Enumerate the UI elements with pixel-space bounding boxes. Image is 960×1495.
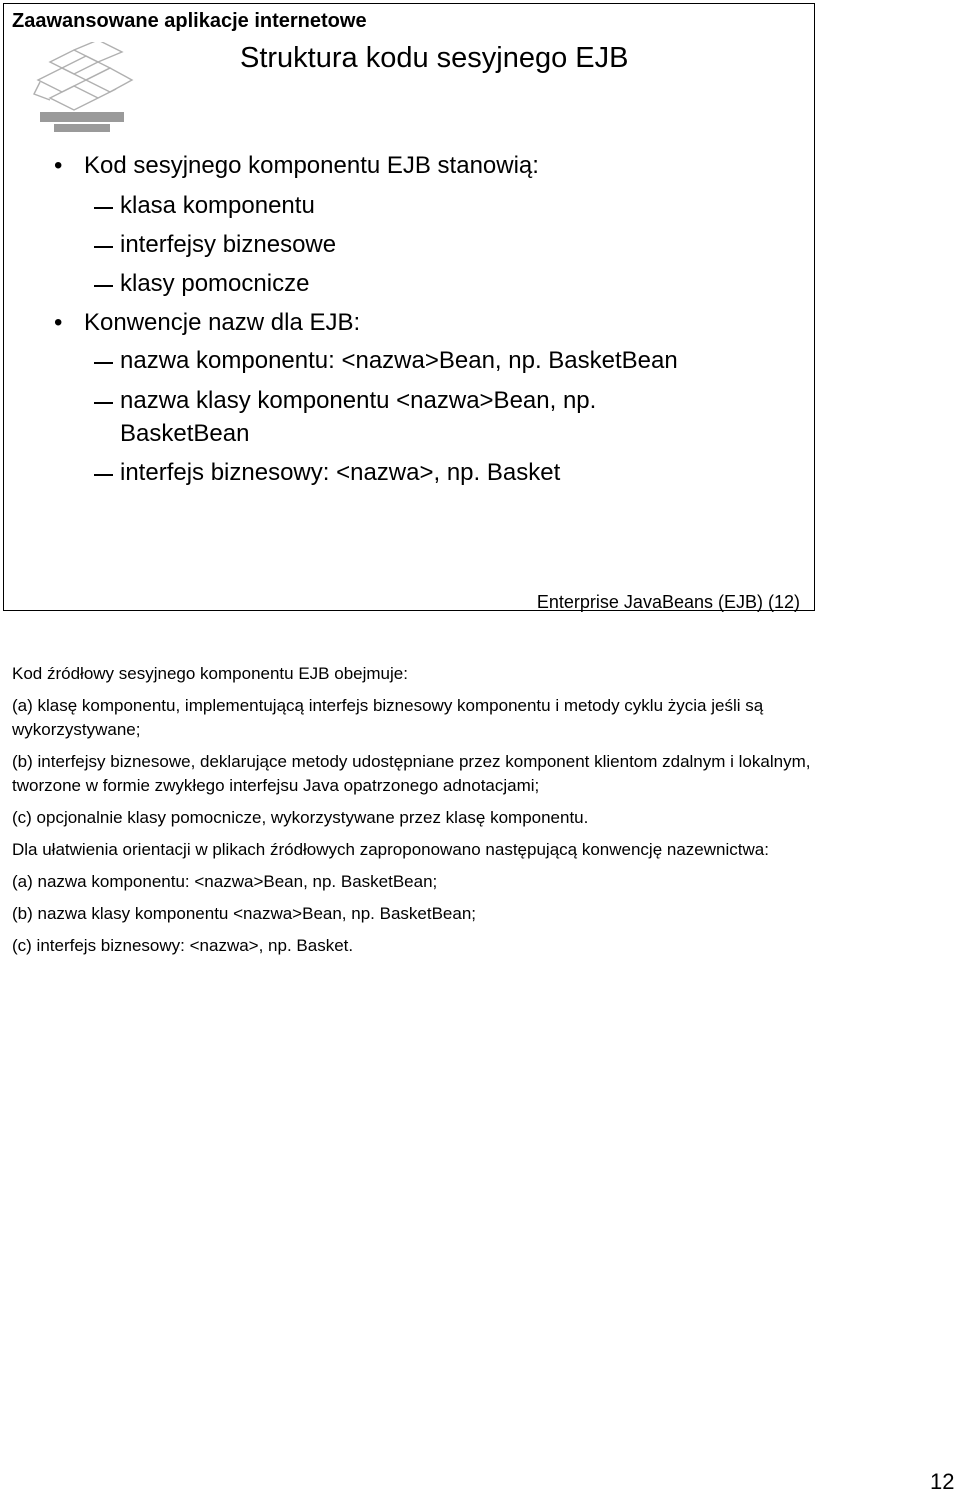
- page-number: 12: [930, 1469, 955, 1494]
- sub-bullet-item: klasy pomocnicze: [120, 270, 310, 297]
- bullet-item: • Kod sesyjnego komponentu EJB stanowią:: [84, 152, 539, 180]
- sub-bullet-item: interfejs biznesowy: <nazwa>, np. Basket: [120, 459, 561, 486]
- slide-footer: Enterprise JavaBeans (EJB) (12): [536, 592, 800, 612]
- sub-bullet-item: interfejsy biznesowe: [120, 231, 337, 258]
- slide-frame: [3, 3, 815, 611]
- sub-bullet-continuation: BasketBean: [120, 420, 250, 447]
- notes-paragraph: (c) interfejs biznesowy: <nazwa>, np. Basket.: [12, 936, 354, 955]
- notes-paragraph: (c) opcjonalnie klasy pomocnicze, wykorzystywane przez klasę komponentu.: [12, 808, 589, 827]
- notes-paragraph: Dla ułatwienia orientacji w plikach źródłowych zaproponowano następującą konwencję nazewnictwa:: [12, 840, 769, 859]
- notes-paragraph: (b) interfejsy biznesowe, deklarujące metody udostępniane przez komponent klientom zdalnym i lokalnym, tworzone w formie zwykłego interfejsu Java opatrzonego adnotacjami;: [12, 752, 811, 795]
- slide-title: Struktura kodu sesyjnego EJB: [240, 42, 629, 74]
- notes-paragraph: (a) nazwa komponentu: <nazwa>Bean, np. BasketBean;: [12, 872, 438, 891]
- uczelnia-online-logo: [30, 42, 136, 136]
- notes-paragraph: Kod źródłowy sesyjnego komponentu EJB obejmuje:: [12, 664, 408, 683]
- bullet-item: • Konwencje nazw dla EJB:: [84, 309, 360, 337]
- notes-paragraph: (a) klasę komponentu, implementującą interfejs biznesowy komponentu i metody cyklu życia jeśli są wykorzystywane;: [12, 696, 764, 739]
- speaker-notes: [12, 662, 812, 966]
- sub-bullet-item: nazwa komponentu: <nazwa>Bean, np. BasketBean: [120, 347, 678, 374]
- course-title: Zaawansowane aplikacje internetowe: [12, 10, 367, 32]
- notes-paragraph: (b) nazwa klasy komponentu <nazwa>Bean, np. BasketBean;: [12, 904, 477, 923]
- sub-bullet-item: klasa komponentu: [120, 192, 315, 219]
- sub-bullet-item: nazwa klasy komponentu <nazwa>Bean, np.: [120, 387, 597, 414]
